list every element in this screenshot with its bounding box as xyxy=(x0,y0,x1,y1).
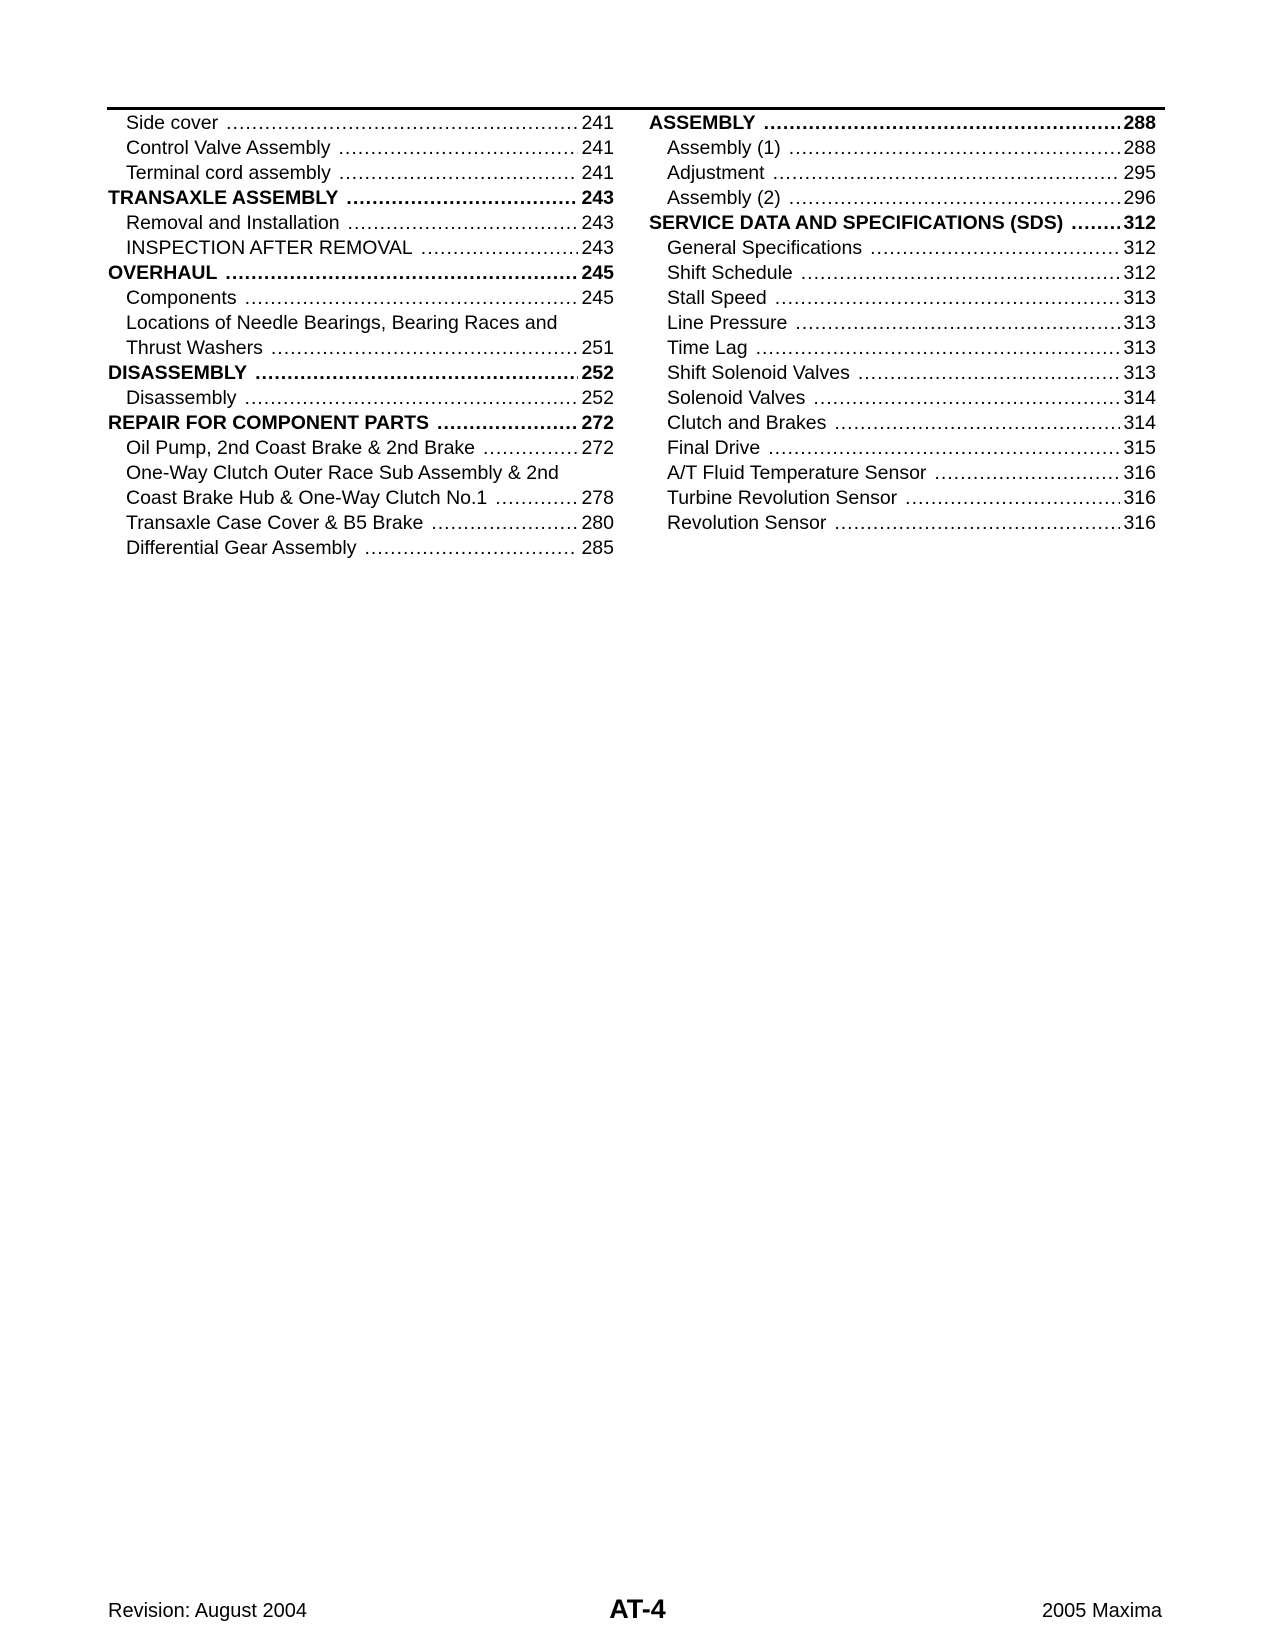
leader-dots xyxy=(483,436,578,461)
toc-section-heading[interactable] xyxy=(108,361,614,386)
leader-dots xyxy=(834,411,1120,436)
leader-dots xyxy=(348,211,579,236)
toc-entry-page: 245 xyxy=(581,262,614,284)
toc-entry[interactable] xyxy=(649,511,1156,536)
leader-dots xyxy=(365,536,579,561)
toc-section-heading[interactable] xyxy=(108,261,614,286)
toc-entry[interactable] xyxy=(108,386,614,411)
toc-entry-title: Turbine Revolution Sensor xyxy=(667,487,898,509)
toc-entry-page: 316 xyxy=(1123,462,1156,484)
toc-entry-title: REPAIR FOR COMPONENT PARTS xyxy=(108,412,430,434)
leader-dots xyxy=(789,136,1121,161)
toc-entry-page: 312 xyxy=(1123,262,1156,284)
toc-entry-page: 295 xyxy=(1123,162,1156,184)
toc-entry-title-line[interactable]: One-Way Clutch Outer Race Sub Assembly & 2nd xyxy=(126,462,559,484)
toc-entry-page: 272 xyxy=(581,412,614,434)
leader-dots xyxy=(764,111,1121,136)
toc-entry-title: Thrust Washers xyxy=(126,337,263,359)
leader-dots xyxy=(346,186,578,211)
toc-entry-title: Disassembly xyxy=(126,387,237,409)
toc-column-right xyxy=(649,111,1156,536)
toc-entry-page: 313 xyxy=(1123,312,1156,334)
leader-dots xyxy=(801,261,1121,286)
toc-entry-page: 243 xyxy=(581,187,614,209)
leader-dots xyxy=(225,261,578,286)
toc-entry[interactable] xyxy=(649,311,1156,336)
toc-entry-title: Shift Schedule xyxy=(667,262,793,284)
leader-dots xyxy=(226,111,578,136)
toc-entry-title: A/T Fluid Temperature Sensor xyxy=(667,462,927,484)
leader-dots xyxy=(495,486,578,511)
toc-entry-title: Oil Pump, 2nd Coast Brake & 2nd Brake xyxy=(126,437,476,459)
leader-dots xyxy=(1071,211,1120,236)
leader-dots xyxy=(437,411,578,436)
toc-entry-page: 296 xyxy=(1123,187,1156,209)
leader-dots xyxy=(934,461,1120,486)
toc-entry-title: Final Drive xyxy=(667,437,761,459)
toc-entry[interactable] xyxy=(649,161,1156,186)
toc-entry[interactable] xyxy=(108,336,614,361)
toc-entry-page: 312 xyxy=(1123,237,1156,259)
toc-column-left xyxy=(108,111,614,561)
toc-entry-title: Control Valve Assembly xyxy=(126,137,331,159)
toc-entry-title: Solenoid Valves xyxy=(667,387,806,409)
toc-entry-page: 285 xyxy=(581,537,614,559)
leader-dots xyxy=(858,361,1121,386)
leader-dots xyxy=(245,286,579,311)
leader-dots xyxy=(789,186,1121,211)
toc-entry-page: 241 xyxy=(581,162,614,184)
toc-entry-title-line[interactable]: Locations of Needle Bearings, Bearing Races and xyxy=(126,312,558,334)
toc-entry[interactable] xyxy=(649,411,1156,436)
header-rule xyxy=(107,107,1165,110)
toc-entry[interactable] xyxy=(108,211,614,236)
toc-section-heading[interactable] xyxy=(108,411,614,436)
toc-entry-page: 280 xyxy=(581,512,614,534)
toc-entry-title: Adjustment xyxy=(667,162,765,184)
toc-entry-page: 316 xyxy=(1123,487,1156,509)
toc-entry-title: Differential Gear Assembly xyxy=(126,537,357,559)
toc-entry-page: 252 xyxy=(581,387,614,409)
toc-entry-title: Side cover xyxy=(126,112,219,134)
leader-dots xyxy=(834,511,1120,536)
leader-dots xyxy=(870,236,1120,261)
toc-entry-page: 252 xyxy=(581,362,614,384)
toc-entry-title: Stall Speed xyxy=(667,287,767,309)
toc-entry[interactable] xyxy=(649,186,1156,211)
leader-dots xyxy=(431,511,578,536)
toc-entry-title: Removal and Installation xyxy=(126,212,340,234)
toc-entry-title: Assembly (1) xyxy=(667,137,781,159)
toc-entry[interactable] xyxy=(108,136,614,161)
toc-entry[interactable] xyxy=(649,136,1156,161)
toc-entry-title: Line Pressure xyxy=(667,312,788,334)
toc-entry-title: INSPECTION AFTER REMOVAL xyxy=(126,237,413,259)
toc-entry-title: Components xyxy=(126,287,237,309)
leader-dots xyxy=(905,486,1120,511)
toc-entry[interactable] xyxy=(108,536,614,561)
leader-dots xyxy=(421,236,579,261)
toc-entry[interactable] xyxy=(108,111,614,136)
footer-page-id: AT-4 xyxy=(609,1594,666,1624)
toc-entry-title: Shift Solenoid Valves xyxy=(667,362,850,384)
toc-entry-page: 251 xyxy=(581,337,614,359)
footer-model: 2005 Maxima xyxy=(1041,1600,1162,1622)
toc-entry-page: 288 xyxy=(1123,137,1156,159)
toc-entry-title: Revolution Sensor xyxy=(667,512,827,534)
toc-entry-title: Coast Brake Hub & One-Way Clutch No.1 xyxy=(126,487,488,509)
toc-entry[interactable] xyxy=(649,361,1156,386)
toc-entry-page: 245 xyxy=(581,287,614,309)
toc-entry-page: 241 xyxy=(581,137,614,159)
toc-entry-title: ASSEMBLY xyxy=(649,112,756,134)
toc-entry-page: 241 xyxy=(581,112,614,134)
toc-entry-page: 243 xyxy=(581,212,614,234)
toc-entry[interactable] xyxy=(108,161,614,186)
toc-entry-title: Terminal cord assembly xyxy=(126,162,331,184)
toc-entry[interactable] xyxy=(649,236,1156,261)
toc-entry-page: 312 xyxy=(1123,212,1156,234)
toc-entry[interactable] xyxy=(108,236,614,261)
toc-entry[interactable] xyxy=(649,486,1156,511)
toc-entry[interactable] xyxy=(108,436,614,461)
toc-entry-title: TRANSAXLE ASSEMBLY xyxy=(108,187,339,209)
toc-entry-page: 313 xyxy=(1123,362,1156,384)
toc-entry-title: Assembly (2) xyxy=(667,187,781,209)
toc-entry[interactable] xyxy=(649,386,1156,411)
toc-entry[interactable] xyxy=(649,336,1156,361)
footer-revision: Revision: August 2004 xyxy=(108,1600,308,1622)
toc-entry-title: OVERHAUL xyxy=(108,262,218,284)
toc-entry[interactable] xyxy=(108,511,614,536)
toc-entry-title: DISASSEMBLY xyxy=(108,362,248,384)
toc-entry-page: 313 xyxy=(1123,287,1156,309)
toc-entry-page: 243 xyxy=(581,237,614,259)
toc-entry-page: 313 xyxy=(1123,337,1156,359)
toc-entry-title: SERVICE DATA AND SPECIFICATIONS (SDS) xyxy=(649,212,1064,234)
toc-entry-page: 288 xyxy=(1123,112,1156,134)
toc-entry[interactable] xyxy=(649,436,1156,461)
leader-dots xyxy=(245,386,579,411)
toc-entry-page: 272 xyxy=(581,437,614,459)
leader-dots xyxy=(339,161,579,186)
leader-dots xyxy=(271,336,579,361)
leader-dots xyxy=(338,136,578,161)
toc-entry-page: 314 xyxy=(1123,412,1156,434)
toc-entry-page: 316 xyxy=(1123,512,1156,534)
toc-entry[interactable] xyxy=(108,486,614,511)
toc-entry-page: 314 xyxy=(1123,387,1156,409)
leader-dots xyxy=(795,311,1120,336)
toc-section-heading[interactable] xyxy=(108,186,614,211)
toc-entry-title: Time Lag xyxy=(667,337,748,359)
toc-section-heading[interactable] xyxy=(649,211,1156,236)
toc-section-heading[interactable] xyxy=(649,111,1156,136)
leader-dots xyxy=(813,386,1120,411)
toc-entry-page: 278 xyxy=(581,487,614,509)
toc-entry[interactable] xyxy=(649,286,1156,311)
toc-entry[interactable] xyxy=(108,286,614,311)
leader-dots xyxy=(775,286,1121,311)
toc-entry[interactable] xyxy=(649,461,1156,486)
leader-dots xyxy=(255,361,578,386)
leader-dots xyxy=(773,161,1121,186)
leader-dots xyxy=(768,436,1120,461)
toc-entry-title: General Specifications xyxy=(667,237,863,259)
toc-entry-title: Clutch and Brakes xyxy=(667,412,827,434)
toc-entry-page: 315 xyxy=(1123,437,1156,459)
toc-entry[interactable] xyxy=(649,261,1156,286)
leader-dots xyxy=(756,336,1121,361)
toc-entry-title: Transaxle Case Cover & B5 Brake xyxy=(126,512,424,534)
